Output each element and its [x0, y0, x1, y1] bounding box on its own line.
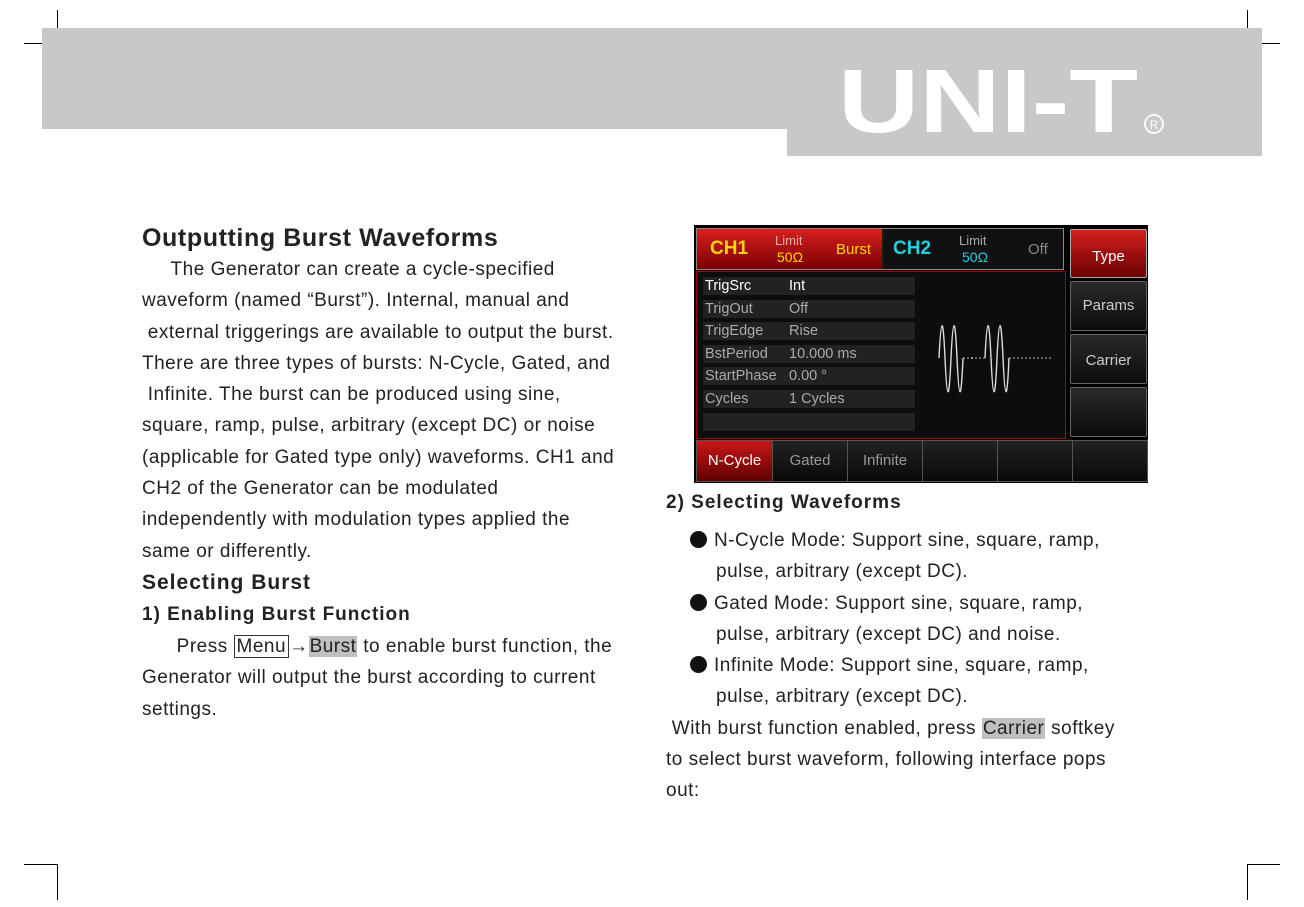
text-line: Generator will output the burst according to current	[142, 667, 596, 689]
param-row[interactable]	[703, 300, 915, 318]
intro-paragraph	[142, 254, 662, 567]
params-softkey[interactable]: Params	[1070, 281, 1147, 331]
param-key: BstPeriod	[705, 346, 768, 362]
text-line: There are three types of bursts: N-Cycle, Gated, and	[142, 352, 611, 374]
param-row[interactable]	[703, 367, 915, 385]
page-title: Outputting Burst Waveforms	[142, 224, 499, 252]
ch1-impedance: 50Ω	[777, 249, 804, 265]
menu-key: Menu	[234, 635, 290, 658]
bullet-icon	[690, 531, 707, 548]
param-row[interactable]	[703, 345, 915, 363]
blank-softkey[interactable]	[1070, 387, 1147, 437]
ch2-name: CH2	[893, 238, 932, 259]
bullet-text: N-Cycle Mode: Support sine, square, ramp,	[714, 530, 1100, 551]
gated-softkey[interactable]: Gated	[773, 441, 848, 481]
text-line: external triggerings are available to output the burst.	[142, 321, 614, 343]
right-column	[666, 487, 1166, 807]
crop-mark	[1247, 864, 1248, 900]
bullet-item	[666, 650, 1166, 681]
parameter-panel	[696, 271, 1066, 439]
text-line: CH2 of the Generator can be modulated	[142, 478, 499, 500]
ch1-state: Burst	[836, 241, 872, 258]
ch2-panel	[884, 229, 1063, 269]
param-value: Int	[789, 278, 806, 294]
step1-prefix: Press	[142, 635, 234, 657]
param-value: 0.00 °	[789, 368, 828, 384]
burst-key: Burst	[309, 635, 357, 657]
n-cycle-softkey[interactable]: N-Cycle	[697, 441, 773, 481]
crop-mark	[57, 864, 58, 900]
param-key: StartPhase	[705, 368, 777, 384]
carrier-key: Carrier	[982, 717, 1045, 739]
left-column	[142, 222, 662, 725]
bullet-item	[666, 588, 1166, 619]
bullet-text: Gated Mode: Support sine, square, ramp,	[714, 592, 1084, 614]
param-key: Cycles	[705, 391, 749, 407]
text-line: waveform (named “Burst”). Internal, manual and	[142, 290, 570, 312]
text-line: settings.	[142, 698, 218, 720]
section-title: Selecting Burst	[142, 570, 312, 594]
arrow: →	[289, 635, 309, 657]
text-line: square, ramp, pulse, arbitrary (except DC) or noise	[142, 415, 596, 437]
bullet-text: Infinite Mode: Support sine, square, ramp,	[714, 655, 1089, 677]
text-line: independently with modulation types applied the	[142, 509, 571, 531]
text-line: The Generator can create a cycle-specified	[142, 259, 555, 280]
text-line: to select burst waveform, following interface pops	[666, 749, 1107, 771]
param-row[interactable]	[703, 390, 915, 408]
after-suffix: softkey	[1045, 717, 1115, 739]
blank-softkey[interactable]	[923, 441, 998, 481]
ch2-state: Off	[1028, 241, 1048, 258]
bullet-continuation: pulse, arbitrary (except DC).	[716, 686, 969, 708]
bullet-icon	[690, 656, 707, 673]
step1-title: 1) Enabling Burst Function	[142, 603, 411, 625]
generator-screen	[694, 225, 1148, 483]
param-key: TrigEdge	[705, 323, 764, 339]
text-line: (applicable for Gated type only) waveforms. CH1 and	[142, 446, 615, 468]
param-row[interactable]	[703, 322, 915, 340]
ch1-name: CH1	[710, 238, 749, 259]
param-row[interactable]	[703, 277, 915, 295]
svg-text:R: R	[1149, 118, 1159, 132]
text-line: Infinite. The burst can be produced using sine,	[142, 384, 561, 406]
ch2-limit: Limit	[959, 233, 987, 248]
param-value: 1 Cycles	[789, 391, 845, 407]
bullet-continuation: pulse, arbitrary (except DC) and noise.	[716, 623, 1061, 645]
type-softkey[interactable]: Type	[1070, 229, 1147, 278]
text-line: same or differently.	[142, 540, 312, 562]
text-line: out:	[666, 780, 700, 802]
bullet-continuation: pulse, arbitrary (except DC).	[716, 561, 969, 583]
after-prefix: With burst function enabled, press	[666, 717, 982, 739]
blank-softkey[interactable]	[998, 441, 1073, 481]
ch1-limit: Limit	[775, 233, 803, 248]
step2-title: 2) Selecting Waveforms	[666, 492, 902, 513]
brand-text: UNI-T	[838, 64, 1139, 139]
crop-mark	[24, 864, 57, 865]
channel-header	[696, 228, 1064, 270]
param-key: TrigSrc	[705, 278, 752, 294]
blank-softkey[interactable]	[1073, 441, 1147, 481]
step1-suffix: to enable burst function, the	[357, 635, 613, 657]
bullet-item	[666, 525, 1166, 556]
carrier-softkey[interactable]: Carrier	[1070, 334, 1147, 384]
uni-t-logo	[838, 64, 1168, 139]
ch1-panel	[697, 229, 882, 269]
infinite-softkey[interactable]: Infinite	[848, 441, 923, 481]
ch2-impedance: 50Ω	[962, 249, 989, 265]
param-key: TrigOut	[705, 301, 753, 317]
param-value: Rise	[789, 323, 819, 339]
after-paragraph	[666, 713, 1166, 744]
step1-instruction	[142, 631, 662, 662]
softkey-row	[696, 440, 1148, 482]
crop-mark	[1247, 864, 1280, 865]
bullet-icon	[690, 594, 707, 611]
param-value: Off	[789, 301, 809, 317]
burst-waveform-preview	[923, 276, 1061, 434]
param-value: 10.000 ms	[789, 346, 857, 362]
param-row-empty	[703, 413, 915, 431]
